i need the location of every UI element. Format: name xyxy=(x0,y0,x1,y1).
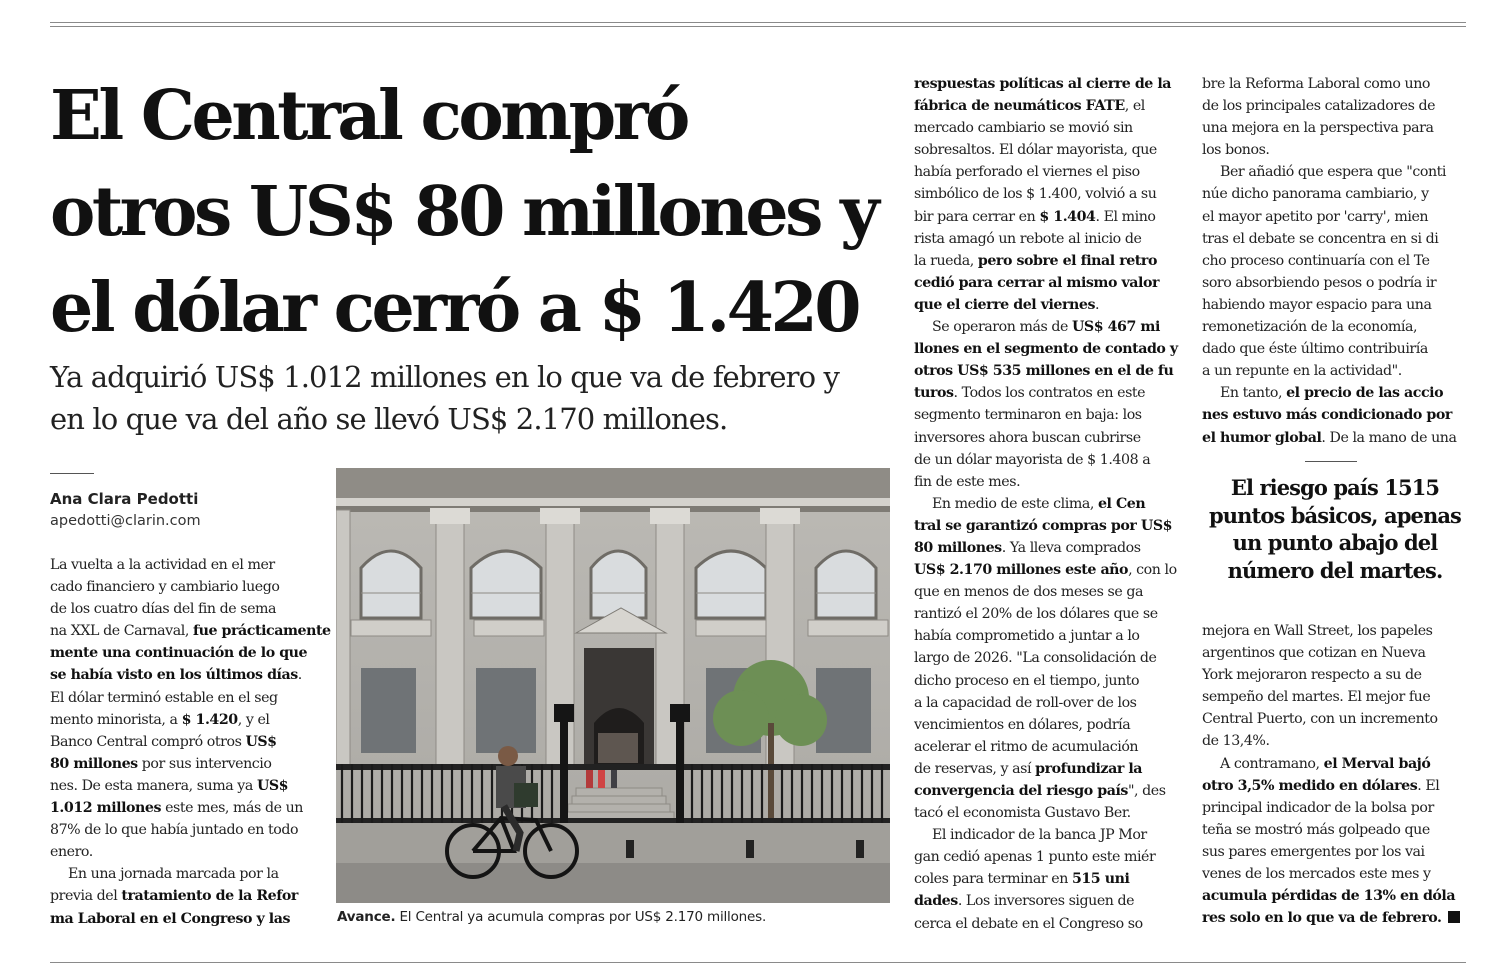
text-line xyxy=(50,576,320,598)
text-run: A contramano, xyxy=(1220,755,1324,772)
text-run: de 13,4%. xyxy=(1202,733,1270,750)
article-photo xyxy=(336,468,890,903)
text-line xyxy=(1202,885,1468,907)
body-column-3-top xyxy=(1202,73,1468,449)
text-line xyxy=(50,863,320,885)
text-line xyxy=(914,758,1182,780)
text-line xyxy=(914,471,1182,493)
text-line xyxy=(914,537,1182,559)
pullquote-line: un punto abajo del xyxy=(1232,530,1438,555)
text-run: largo de 2026. "La consolidación de xyxy=(914,650,1157,667)
text-line xyxy=(50,797,320,819)
bottom-rule xyxy=(50,962,1466,963)
text-run: . El mino xyxy=(1095,208,1156,225)
bold-text: 1.012 millones xyxy=(50,800,162,817)
text-line xyxy=(914,117,1182,139)
text-run: . De la mano de una xyxy=(1321,429,1457,446)
text-line xyxy=(1202,664,1468,686)
text-line xyxy=(1202,228,1468,250)
pullquote-line: puntos básicos, apenas xyxy=(1209,502,1461,528)
text-line xyxy=(1202,139,1468,161)
bold-text: que el cierre del viernes xyxy=(914,296,1096,313)
text-line xyxy=(914,692,1182,714)
deck-subheadline xyxy=(50,356,890,440)
text-line xyxy=(1202,161,1468,183)
text-run: Ber añadió que espera que "conti xyxy=(1220,164,1446,181)
text-run: York mejoraron respecto a su de xyxy=(1202,667,1422,684)
bold-text: se había visto en los últimos días xyxy=(50,667,298,684)
text-run: cho proceso continuaría con el Te xyxy=(1202,252,1430,269)
text-line xyxy=(1202,427,1468,449)
text-run: gan cedió apenas 1 punto este miér xyxy=(914,849,1156,866)
text-run: Se operaron más de xyxy=(932,319,1072,336)
text-run: tacó el economista Gustavo Ber. xyxy=(914,805,1131,822)
text-run: enero. xyxy=(50,844,93,861)
text-line xyxy=(914,670,1182,692)
text-run: cado financiero y cambiario luego xyxy=(50,579,280,596)
bold-text: fue prácticamente xyxy=(192,623,331,640)
text-line xyxy=(1202,250,1468,272)
text-line xyxy=(914,603,1182,625)
bold-text: el precio de las accio xyxy=(1286,385,1444,402)
text-line xyxy=(50,908,320,930)
text-line xyxy=(914,714,1182,736)
headline-line: otros US$ 80 millones y xyxy=(50,172,877,252)
text-run: , y el xyxy=(237,711,270,728)
bold-text: res solo en lo que va de febrero. xyxy=(1202,910,1442,927)
text-run: había comprometido a juntar a lo xyxy=(914,628,1140,645)
text-run: , con lo xyxy=(1128,562,1177,579)
author-name: Ana Clara Pedotti xyxy=(50,490,199,508)
text-line xyxy=(1202,338,1468,360)
text-line xyxy=(914,890,1182,912)
text-line xyxy=(50,554,320,576)
pullquote xyxy=(1202,474,1468,584)
deck-line: en lo que va del año se llevó US$ 2.170 millones. xyxy=(50,402,728,436)
text-line xyxy=(914,780,1182,802)
bold-text: llones en el segmento de contado y xyxy=(914,341,1178,358)
bold-text: US$ xyxy=(245,733,277,750)
headline-line: El Central compró xyxy=(50,76,687,156)
body-column-2 xyxy=(914,73,1182,935)
text-line xyxy=(914,559,1182,581)
text-line xyxy=(1202,819,1468,841)
text-run: principal indicador de la bolsa por xyxy=(1202,799,1434,816)
text-run: nes. De esta manera, suma ya xyxy=(50,777,257,794)
text-line xyxy=(50,731,320,753)
text-run: bir para cerrar en xyxy=(914,208,1040,225)
text-line xyxy=(1202,95,1468,117)
text-line xyxy=(914,360,1182,382)
text-line xyxy=(914,228,1182,250)
bold-text: profundizar la xyxy=(1035,760,1143,777)
text-run: inversores ahora buscan cubrirse xyxy=(914,429,1141,446)
text-line xyxy=(914,647,1182,669)
text-run: argentinos que cotizan en Nueva xyxy=(1202,645,1426,662)
text-run: a la capacidad de roll-over de los xyxy=(914,694,1137,711)
bold-text: turos xyxy=(914,385,954,402)
text-line xyxy=(914,449,1182,471)
text-line xyxy=(914,95,1182,117)
bold-text: mente una continuación de lo que xyxy=(50,645,308,662)
text-line xyxy=(914,581,1182,603)
bold-text: acumula pérdidas de 13% en dóla xyxy=(1202,888,1456,905)
text-line xyxy=(50,753,320,775)
text-run: de un dólar mayorista de $ 1.408 a xyxy=(914,451,1151,468)
text-line xyxy=(914,846,1182,868)
text-line xyxy=(914,272,1182,294)
author-email: apedotti@clarin.com xyxy=(50,513,201,529)
text-line xyxy=(50,885,320,907)
bold-text: $ 1.420 xyxy=(181,711,238,728)
bold-text: cedió para cerrar al mismo valor xyxy=(914,274,1160,291)
text-line xyxy=(914,736,1182,758)
text-line xyxy=(914,427,1182,449)
bold-text: otro 3,5% medido en dólares xyxy=(1202,777,1418,794)
bold-text: dades xyxy=(914,893,958,910)
text-run: fin de este mes. xyxy=(914,473,1021,490)
text-run: a un repunte en la actividad". xyxy=(1202,363,1402,380)
text-line xyxy=(1202,73,1468,95)
text-run: habiendo mayor espacio para una xyxy=(1202,296,1432,313)
text-run: sobresaltos. El dólar mayorista, que xyxy=(914,142,1157,159)
text-line xyxy=(914,294,1182,316)
caption-label: Avance. xyxy=(337,909,396,925)
text-run: na XXL de Carnaval, xyxy=(50,623,193,640)
text-run: soro absorbiendo pesos o podría ir xyxy=(1202,274,1437,291)
text-run: . Los inversores siguen de xyxy=(957,893,1135,910)
text-line xyxy=(1202,753,1468,775)
bold-text: nes estuvo más condicionado por xyxy=(1202,407,1452,424)
text-run: mercado cambiario se movió sin xyxy=(914,120,1133,137)
text-line xyxy=(50,819,320,841)
text-line xyxy=(50,664,320,686)
text-line xyxy=(1202,708,1468,730)
text-run: de los principales catalizadores de xyxy=(1202,98,1436,115)
text-run: La vuelta a la actividad en el mer xyxy=(50,557,275,573)
text-run: una mejora en la perspectiva para xyxy=(1202,120,1434,137)
bold-text: tratamiento de la Refor xyxy=(121,888,298,905)
deck-line: Ya adquirió US$ 1.012 millones en lo que va de febrero y xyxy=(50,360,840,394)
text-run: mejora en Wall Street, los papeles xyxy=(1202,623,1433,639)
text-line xyxy=(50,709,320,731)
text-run: segmento terminaron en baja: los xyxy=(914,407,1142,424)
text-line xyxy=(914,515,1182,537)
pullquote-rule xyxy=(1305,461,1357,462)
end-of-article-mark xyxy=(1448,911,1460,923)
headline-line: el dólar cerró a $ 1.420 xyxy=(50,268,859,348)
text-line xyxy=(1202,775,1468,797)
bold-text: el Merval bajó xyxy=(1323,755,1431,772)
bold-text: convergencia del riesgo país xyxy=(914,783,1128,799)
text-line xyxy=(50,775,320,797)
bold-text: US$ 2.170 millones este año xyxy=(914,562,1129,579)
text-run: En medio de este clima, xyxy=(932,495,1098,512)
text-run: cerca el debate en el Congreso so xyxy=(914,915,1143,932)
text-line xyxy=(50,687,320,709)
text-line xyxy=(914,913,1182,935)
text-line xyxy=(1202,206,1468,228)
text-line xyxy=(1202,642,1468,664)
text-line xyxy=(914,183,1182,205)
text-run: . Todos los contratos en este xyxy=(953,385,1146,402)
pullquote-line: El riesgo país 1515 xyxy=(1230,475,1440,500)
text-run: por sus intervencio xyxy=(137,755,272,772)
photo-caption xyxy=(337,909,766,925)
text-run: tras el debate se concentra en si di xyxy=(1202,230,1439,247)
text-run: mento minorista, a xyxy=(50,711,182,728)
text-line xyxy=(914,206,1182,228)
text-run: ", des xyxy=(1127,783,1166,799)
bold-text: tral se garantizó compras por US$ xyxy=(914,517,1173,534)
top-rule-secondary xyxy=(50,26,1466,27)
text-run: vencimientos en dólares, podría xyxy=(914,716,1131,733)
text-run: este mes, más de un xyxy=(161,800,303,817)
text-line xyxy=(1202,841,1468,863)
text-line xyxy=(1202,316,1468,338)
bold-text: fábrica de neumáticos FATE xyxy=(914,98,1125,115)
text-line xyxy=(1202,117,1468,139)
byline-rule xyxy=(50,473,94,474)
text-line xyxy=(1202,382,1468,404)
bold-text: respuestas políticas al cierre de la xyxy=(914,76,1172,92)
text-run: había perforado el viernes el piso xyxy=(914,164,1140,181)
text-line xyxy=(914,868,1182,890)
headline xyxy=(50,68,900,356)
text-run: de reservas, y así xyxy=(914,760,1036,777)
text-line xyxy=(50,642,320,664)
bold-text: ma Laboral en el Congreso y las xyxy=(50,910,291,927)
bold-text: US$ 467 mi xyxy=(1072,319,1160,336)
text-line xyxy=(914,625,1182,647)
bold-text: pero sobre el final retro xyxy=(977,252,1157,269)
text-run: . El xyxy=(1417,777,1440,794)
text-run: , el xyxy=(1124,98,1145,115)
text-line xyxy=(1202,730,1468,752)
pullquote-line: número del martes. xyxy=(1227,557,1443,583)
text-line xyxy=(1202,183,1468,205)
text-line xyxy=(1202,797,1468,819)
text-run: coles para terminar en xyxy=(914,871,1072,888)
text-run: Central Puerto, con un incremento xyxy=(1202,711,1438,728)
text-line xyxy=(1202,272,1468,294)
text-line xyxy=(914,161,1182,183)
text-run: 87% de lo que había juntado en todo xyxy=(50,822,299,839)
bold-text: otros US$ 535 millones en el de fu xyxy=(914,363,1174,380)
bold-text: 80 millones xyxy=(50,755,138,772)
text-line xyxy=(914,338,1182,360)
text-line xyxy=(50,598,320,620)
text-run: dicho proceso en el tiempo, junto xyxy=(914,672,1140,689)
bold-text: $ 1.404 xyxy=(1039,208,1096,225)
bold-text: 80 millones xyxy=(914,539,1002,556)
text-line xyxy=(1202,863,1468,885)
text-run: los bonos. xyxy=(1202,142,1270,159)
bold-text: US$ xyxy=(256,777,289,794)
text-run: . xyxy=(297,667,302,684)
text-run: simbólico de los $ 1.400, volvió a su xyxy=(914,186,1157,203)
text-run: teña se mostró más golpeado que xyxy=(1202,821,1430,838)
text-line xyxy=(914,802,1182,824)
text-line xyxy=(1202,686,1468,708)
text-run: acelerar el ritmo de acumulación xyxy=(914,738,1139,755)
caption-text: El Central ya acumula compras por US$ 2.170 millones. xyxy=(395,909,767,925)
bold-text: 515 uni xyxy=(1071,871,1130,888)
text-run: núe dicho panorama cambiario, y xyxy=(1202,186,1429,203)
central-bank-building-photo xyxy=(336,468,890,903)
text-line xyxy=(1202,360,1468,382)
text-run: Banco Central compró otros xyxy=(50,733,246,750)
text-run: . xyxy=(1095,296,1100,313)
text-line xyxy=(914,404,1182,426)
text-line xyxy=(914,493,1182,515)
text-run: El dólar terminó estable en el seg xyxy=(50,689,278,706)
text-run: En tanto, xyxy=(1220,385,1287,402)
text-run: . Ya lleva comprados xyxy=(1001,539,1141,556)
text-run: bre la Reforma Laboral como uno xyxy=(1202,76,1430,92)
text-line xyxy=(1202,294,1468,316)
text-line xyxy=(1202,620,1468,642)
text-run: dado que éste último contribuiría xyxy=(1202,341,1428,358)
text-run: En una jornada marcada por la xyxy=(68,866,279,883)
text-line xyxy=(914,250,1182,272)
text-run: rantizó el 20% de los dólares que se xyxy=(914,606,1158,623)
text-line xyxy=(914,824,1182,846)
text-line xyxy=(1202,907,1468,929)
text-line xyxy=(50,620,331,642)
text-line xyxy=(914,382,1182,404)
top-rule xyxy=(50,22,1466,23)
text-line xyxy=(1202,404,1468,426)
bold-text: el Cen xyxy=(1097,495,1146,512)
text-run: rista amagó un rebote al inicio de xyxy=(914,230,1142,247)
text-run: de los cuatro días del fin de sema xyxy=(50,601,277,618)
text-line xyxy=(914,73,1182,95)
text-run: sus pares emergentes por los vai xyxy=(1202,843,1425,860)
text-run: el mayor apetito por 'carry', mien xyxy=(1202,208,1429,225)
text-line xyxy=(914,316,1182,338)
body-column-3-bottom xyxy=(1202,620,1468,929)
body-column-1 xyxy=(50,554,331,930)
text-run: sempeño del martes. El mejor fue xyxy=(1202,689,1431,706)
text-run: la rueda, xyxy=(914,252,978,269)
text-line xyxy=(50,841,320,863)
text-line xyxy=(914,139,1182,161)
text-run: remonetización de la economía, xyxy=(1202,319,1418,336)
text-run: venes de los mercados este mes y xyxy=(1202,866,1431,883)
text-run: que en menos de dos meses se ga xyxy=(914,584,1143,601)
bold-text: el humor global xyxy=(1202,429,1322,446)
text-run: El indicador de la banca JP Mor xyxy=(932,827,1147,844)
text-run: previa del xyxy=(50,888,122,905)
